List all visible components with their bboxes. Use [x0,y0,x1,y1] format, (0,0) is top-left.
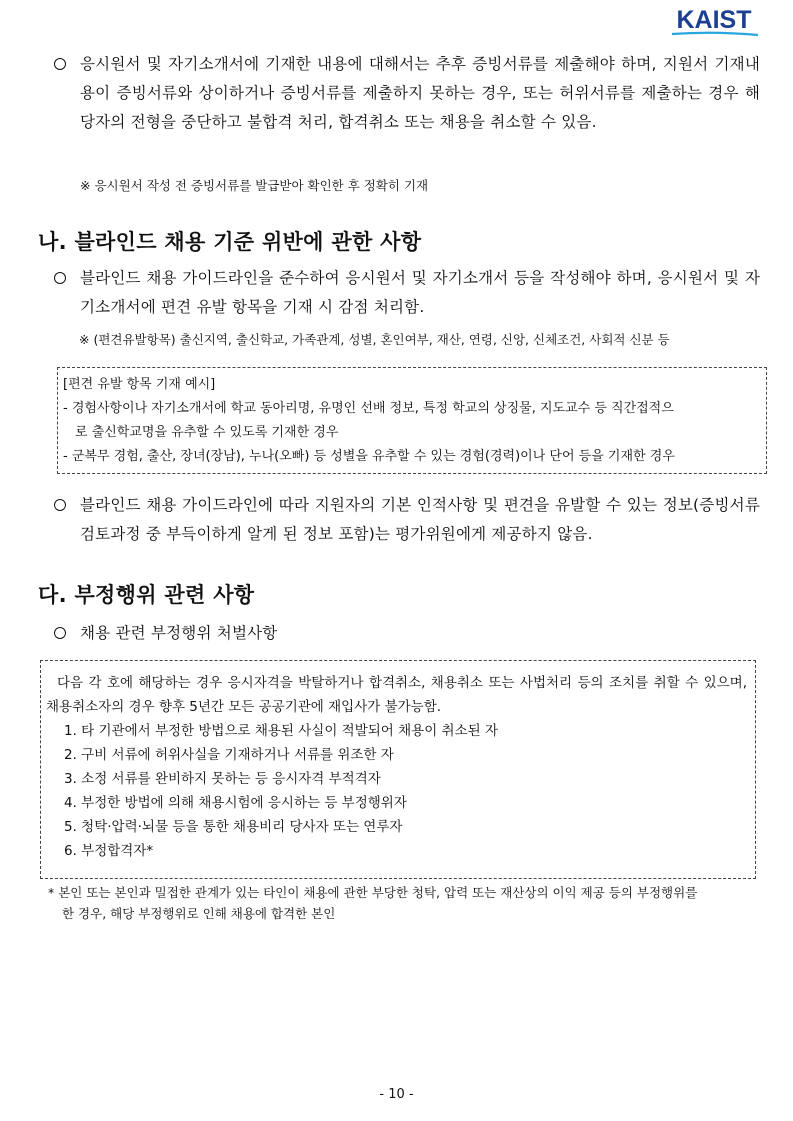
footnote [48,882,760,924]
list-item: 6. 부정합격자* [64,843,154,859]
note-evidence: ※ 응시원서 작성 전 증빙서류를 발급받아 확인한 후 정확히 기재 [80,178,429,193]
bullet-blind-guideline [54,264,760,322]
bullet-no-info-to-evaluators [54,491,760,549]
box-title: [편견 유발 항목 기재 예시] [63,377,216,392]
bullet-text: 블라인드 채용 가이드라인에 따라 지원자의 기본 인적사항 및 편견을 유발할 수 있는 정보(증빙서류 검토과정 중 부득이하게 알게 된 정보 포함)는 평가위원에게 제공하지 않음. [80,496,760,543]
bullet-text: 블라인드 채용 가이드라인을 준수하여 응시원서 및 자기소개서 등을 작성해야 하며, 응시원서 및 자기소개서에 편견 유발 항목을 기재 시 감점 처리함. [80,269,760,316]
bias-example-box [57,367,767,474]
list-item: 5. 청탁·압력·뇌물 등을 통한 채용비리 당사자 또는 연루자 [64,819,403,835]
box-line: - 군복무 경험, 출산, 장녀(장남), 누나(오빠) 등 성별을 유추할 수 있는 경험(경력)이나 단어 등을 기재한 경우 [63,449,675,464]
footnote-line: 한 경우, 해당 부정행위로 인해 채용에 합격한 본인 [62,906,336,921]
footnote-line: * 본인 또는 본인과 밀접한 관계가 있는 타인이 채용에 관한 부당한 청탁, 압력 또는 재산상의 이익 제공 등의 부정행위를 [48,885,698,900]
list-item: 4. 부정한 방법에 의해 채용시험에 응시하는 등 부정행위자 [64,795,407,811]
list-item: 1. 타 기관에서 부정한 방법으로 채용된 사실이 적발되어 채용이 취소된 자 [64,723,498,739]
logo-text: KAIST [676,6,752,34]
circle-bullet-icon [54,272,66,284]
section-heading-blind: 나. 블라인드 채용 기준 위반에 관한 사항 [38,230,422,254]
page-number: - 10 - [379,1087,414,1102]
bullet-evidence [54,50,760,137]
misconduct-box [40,660,756,879]
circle-bullet-icon [54,627,66,639]
bullet-misconduct-penalty [54,619,760,648]
list-item: 2. 구비 서류에 허위사실을 기재하거나 서류를 위조한 자 [64,747,394,763]
note-bias-items: ※ (편견유발항목) 출신지역, 출신학교, 가족관계, 성별, 혼인여부, 재산, 연령, 신앙, 신체조건, 사회적 신분 등 [79,332,670,347]
circle-bullet-icon [54,499,66,511]
list-item: 3. 소정 서류를 완비하지 못하는 등 응시자격 부적격자 [64,771,381,787]
box-line: - 경험사항이나 자기소개서에 학교 동아리명, 유명인 선배 정보, 특정 학교의 상징물, 지도교수 등 직간접적으 [63,401,674,416]
bullet-text: 채용 관련 부정행위 처벌사항 [80,624,278,642]
box-line: 로 출신학교명을 유추할 수 있도록 기재한 경우 [75,425,339,440]
misconduct-list [46,719,747,863]
section-heading-misconduct: 다. 부정행위 관련 사항 [38,583,255,607]
kaist-logo [668,4,760,38]
bullet-text: 응시원서 및 자기소개서에 기재한 내용에 대해서는 추후 증빙서류를 제출해야 하며, 지원서 기재내용이 증빙서류와 상이하거나 증빙서류를 제출하지 못하는 경우, 또는 허위서류를 제출하는 경우 해당자의 전형을 중단하고 불합격 처리, 합격취소 또는 채용을 취소할 수 있음. [80,55,760,131]
circle-bullet-icon [54,58,66,70]
box-intro: 다음 각 호에 해당하는 경우 응시자격을 박탈하거나 합격취소, 채용취소 또는 사법처리 등의 조치를 취할 수 있으며, 채용취소자의 경우 향후 5년간 모든 공공기관에 재입사가 불가능함. [46,675,747,715]
